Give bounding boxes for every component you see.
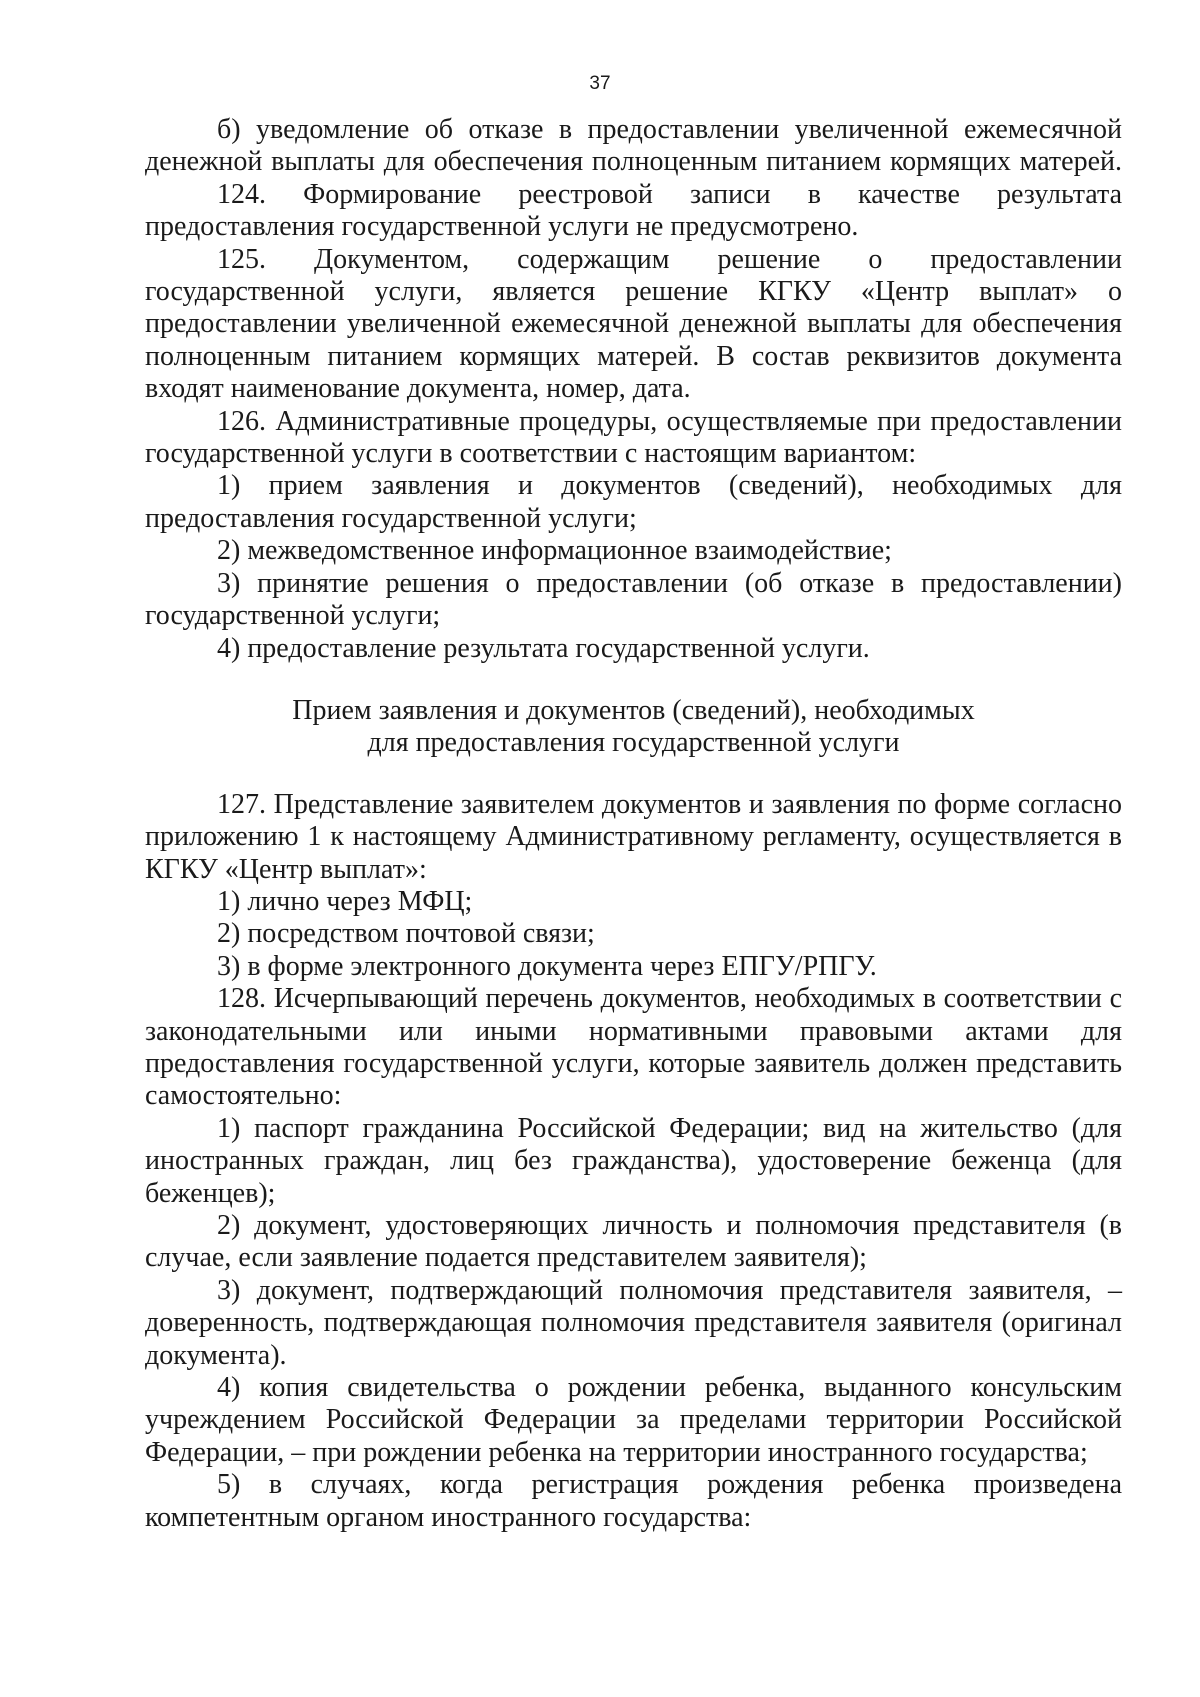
list-item-128-4: 4) копия свидетельства о рождении ребенка, выданного консульским учреждением Российской Федерации за пределами территории Российской Федерации, – при рождении ребенка на территории иностранного государства; — [145, 1372, 1122, 1468]
paragraph-125: 125. Документом, содержащим решение о предоставлении государственной услуги, является решение КГКУ «Центр выплат» о предоставлении увеличенной ежемесячной денежной выплаты для обеспечения полноценным питанием кормящих матерей. В состав реквизитов документа входят наименование документа, номер, дата. — [145, 243, 1122, 405]
list-item-128-5: 5) в случаях, когда регистрация рождения ребенка произведена компетентным органом иностранного государства: — [145, 1469, 1122, 1533]
list-item-128-3: 3) документ, подтверждающий полномочия представителя заявителя, – доверенность, подтверждающая полномочия представителя заявителя (оригинал документа). — [145, 1274, 1122, 1371]
list-item-126-3: 3) принятие решения о предоставлении (об отказе в предоставлении) государственной услуги; — [145, 567, 1122, 632]
paragraph-126: 126. Административные процедуры, осуществляемые при предоставлении государственной услуги в соответствии с настоящим вариантом: — [145, 405, 1122, 470]
document-body — [145, 114, 1122, 1534]
list-item-128-2: 2) документ, удостоверяющих личность и полномочия представителя (в случае, если заявление подается представителем заявителя); — [145, 1210, 1122, 1274]
paragraph-127: 127. Представление заявителем документов и заявления по форме согласно приложению 1 к настоящему Административному регламенту, осуществляется в КГКУ «Центр выплат»: — [145, 788, 1122, 885]
list-item-127-1: 1) лично через МФЦ; — [217, 885, 473, 917]
section-heading — [145, 695, 1122, 760]
section-heading-line-1: Прием заявления и документов (сведений), необходимых — [292, 694, 975, 726]
page-number: 37 — [589, 73, 611, 94]
paragraph-124: 124. Формирование реестровой записи в качестве результата предоставления государственной услуги не предусмотрено. — [145, 178, 1122, 243]
list-item-127-3: 3) в форме электронного документа через ЕПГУ/РПГУ. — [217, 950, 877, 982]
list-item-126-1: 1) прием заявления и документов (сведений), необходимых для предоставления государственной услуги; — [145, 470, 1122, 534]
list-item-126-2: 2) межведомственное информационное взаимодействие; — [217, 535, 892, 567]
section-heading-line-2: для предоставления государственной услуги — [367, 727, 900, 759]
paragraph-notice-refusal: б) уведомление об отказе в предоставлении увеличенной ежемесячной денежной выплаты для обеспечения полноценным питанием кормящих матерей. — [145, 114, 1122, 178]
list-item-126-4: 4) предоставление результата государственной услуги. — [217, 632, 870, 664]
list-item-128-1: 1) паспорт гражданина Российской Федерации; вид на жительство (для иностранных граждан, лиц без гражданства), удостоверение беженца (для беженцев); — [145, 1112, 1122, 1209]
list-item-127-2: 2) посредством почтовой связи; — [217, 918, 595, 950]
paragraph-128: 128. Исчерпывающий перечень документов, необходимых в соответствии с законодательными или иными нормативными правовыми актами для предоставления государственной услуги, которые заявитель должен представить самостоятельно: — [145, 983, 1122, 1112]
